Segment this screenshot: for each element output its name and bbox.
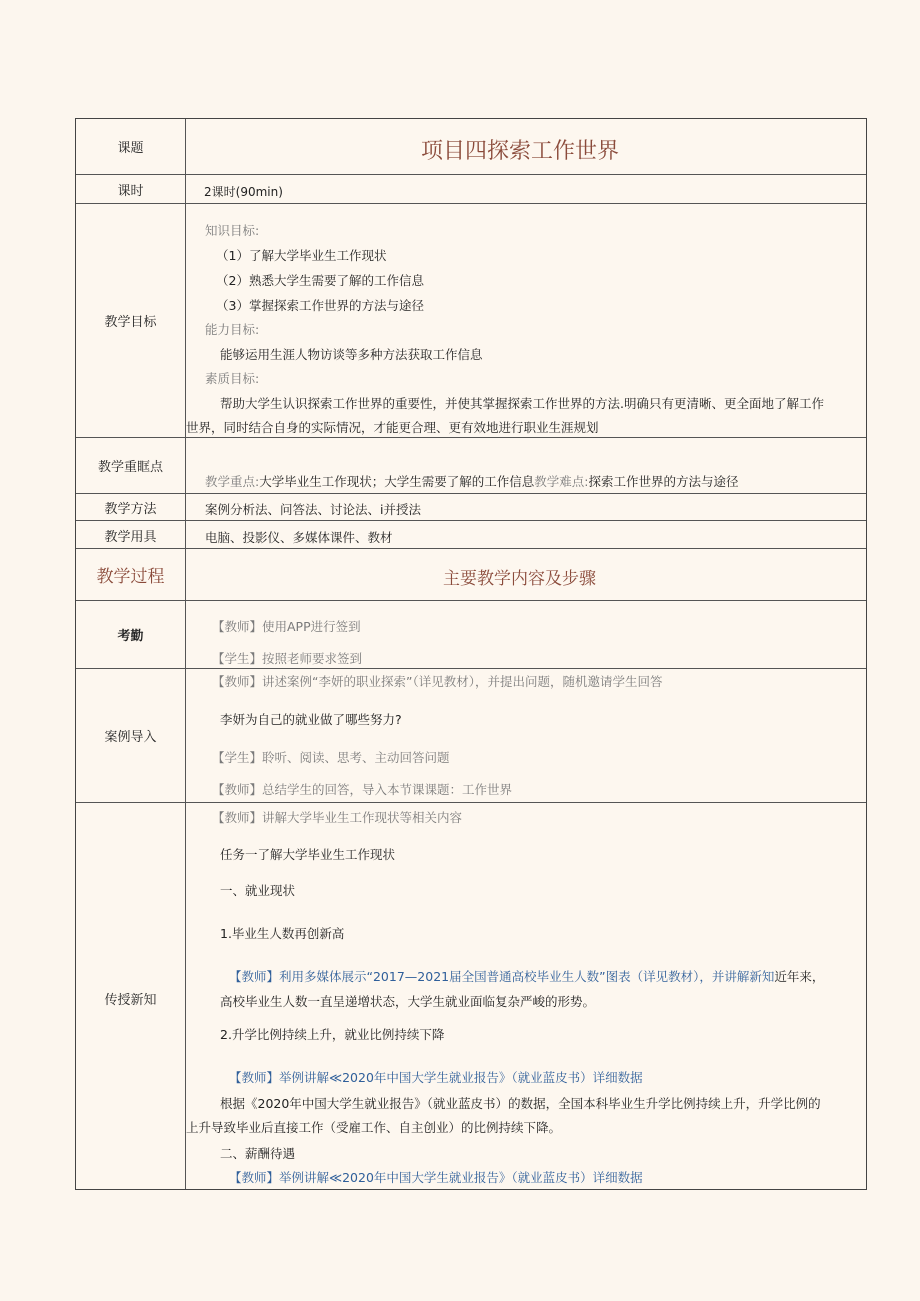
row-divider	[76, 174, 866, 175]
hours-value: 2课时(90min)	[204, 185, 283, 199]
key-label: 教学重点:	[205, 474, 260, 489]
key-text: 大学毕业生工作现状；大学生需要了解的工作信息	[259, 474, 535, 489]
row-divider	[76, 548, 866, 549]
section-heading: 一、就业现状	[220, 883, 296, 898]
process-header-left: 教学过程	[96, 567, 165, 587]
hours-label: 课时	[117, 183, 144, 199]
knowledge-line: 【教师】讲解大学毕业生工作现状等相关内容	[212, 810, 463, 825]
tools-value: 电脑、投影仪、多媒体课件、教材	[205, 530, 393, 545]
difficulty-label: 教学难点:	[534, 474, 589, 489]
difficulty-text: 探索工作世界的方法与途径	[588, 474, 739, 489]
task-title: 任务一了解大学毕业生工作现状	[220, 847, 396, 862]
new-knowledge-label: 传授新知	[104, 993, 157, 1008]
subsection-heading: 1.毕业生人数再创新高	[220, 926, 345, 941]
teacher-note: 【教师】举例讲解≪2020年中国大学生就业报告》（就业蓝皮书）详细数据	[229, 1070, 643, 1085]
row-divider	[76, 437, 866, 438]
teacher-note: 【教师】利用多媒体展示“2017—2021届全国普通高校毕业生人数”图表（详见教材），并讲解新知	[229, 969, 775, 984]
key-points-label: 教学重眶点	[97, 460, 163, 475]
methods-label: 教学方法	[104, 502, 157, 517]
case-intro-line: 【学生】聆听、阅读、思考、主动回答问题	[212, 750, 450, 765]
methods-value: 案例分析法、问答法、讨论法、i并授法	[205, 502, 421, 517]
knowledge-item: （2）熟悉大学生需要了解的工作信息	[216, 273, 424, 288]
attendance-student: 【学生】按照老师要求签到	[212, 651, 363, 666]
section-heading: 二、薪酬待遇	[220, 1146, 296, 1161]
quality-text: 帮助大学生认识探索工作世界的重要性，并使其掌握探索工作世界的方法.明确只有更清晰、更全面地了解工作	[220, 396, 824, 411]
case-intro-line: 【教师】讲述案例“李妍的职业探索”（详见教材），并提出问题，随机邀请学生回答	[212, 674, 663, 689]
attendance-label: 考勤	[117, 629, 144, 644]
knowledge-text: 近年来，	[774, 969, 825, 984]
ability-heading: 能力目标:	[205, 322, 260, 337]
topic-label: 课题	[117, 141, 144, 156]
teacher-note: 【教师】举例讲解≪2020年中国大学生就业报告》（就业蓝皮书）详细数据	[229, 1170, 643, 1185]
row-divider	[76, 802, 866, 803]
subsection-heading: 2.升学比例持续上升，就业比例持续下降	[220, 1027, 445, 1042]
row-divider	[76, 520, 866, 521]
case-intro-label: 案例导入	[104, 730, 157, 745]
row-divider	[76, 668, 866, 669]
key-points-text	[205, 472, 738, 490]
knowledge-text: 根据《2020年中国大学生就业报告》（就业蓝皮书）的数据，全国本科毕业生升学比例持续上升，升学比例的	[220, 1096, 821, 1111]
quality-heading: 素质目标:	[205, 371, 260, 386]
knowledge-item: （1）了解大学毕业生工作现状	[216, 248, 387, 263]
process-header-right: 主要教学内容及步骤	[443, 569, 596, 589]
knowledge-text: 上升导致毕业后直接工作（受雇工作、自主创业）的比例持续下降。	[186, 1120, 562, 1135]
ability-item: 能够运用生涯人物访谈等多种方法获取工作信息	[220, 347, 483, 362]
row-divider	[76, 493, 866, 494]
knowledge-text: 高校毕业生人数一直呈递增状态，大学生就业面临复杂严峻的形势。	[220, 994, 596, 1009]
quality-text: 世界，同时结合自身的实际情况，才能更合理、更有效地进行职业生涯规划	[186, 420, 599, 435]
tools-label: 教学用具	[104, 529, 157, 545]
knowledge-heading: 知识目标:	[205, 223, 260, 238]
goals-label: 教学目标	[104, 315, 157, 330]
knowledge-item: （3）掌握探索工作世界的方法与途径	[216, 298, 424, 313]
knowledge-line	[229, 967, 824, 985]
case-intro-question: 李妍为自己的就业做了哪些努力?	[220, 712, 402, 727]
column-divider	[185, 119, 186, 1189]
attendance-teacher: 【教师】使用APP进行签到	[212, 619, 361, 634]
row-divider	[76, 203, 866, 204]
page-title: 项目四探索工作世界	[421, 139, 620, 164]
lesson-plan-table	[75, 118, 867, 1190]
case-intro-line: 【教师】总结学生的回答，导入本节课课题：工作世界	[212, 782, 513, 797]
row-divider	[76, 600, 866, 601]
